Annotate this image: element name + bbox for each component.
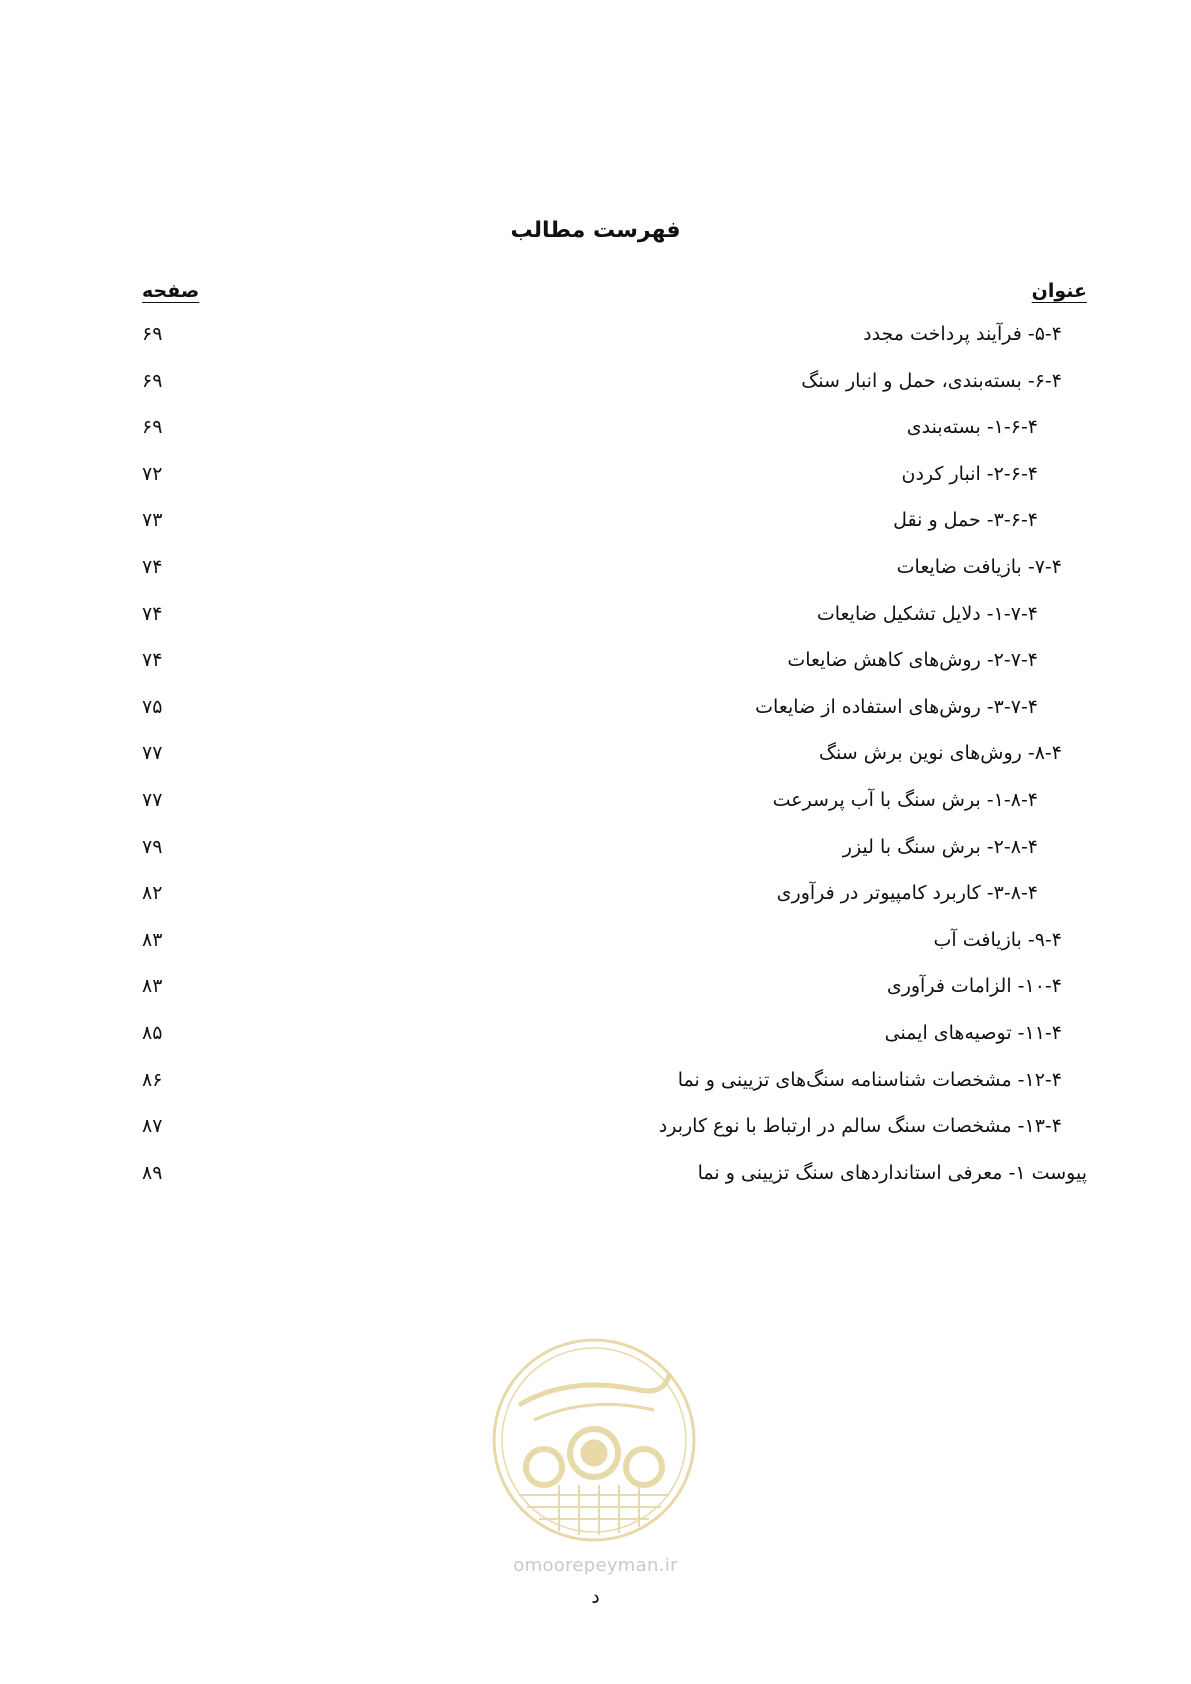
toc-entry-page: ۶۹: [142, 369, 163, 392]
toc-entry-page: ۸۵: [142, 1021, 163, 1044]
toc-entry-page: ۷۲: [142, 462, 163, 485]
toc-entry-title: ۱-۷-۴- دلایل تشکیل ضایعات: [816, 602, 1038, 625]
toc-title: فهرست مطالب: [510, 218, 681, 243]
toc-entry-page: ۷۳: [142, 509, 163, 532]
toc-entry-page: ۷۴: [142, 649, 163, 672]
toc-entry-title: ۳-۸-۴- کاربرد کامپیوتر در فرآوری: [776, 882, 1038, 905]
toc-entry-page: ۸۷: [142, 1115, 163, 1138]
toc-entry: [0, 315, 1191, 362]
toc-entry-title: پیوست ۱- معرفی استانداردهای سنگ تزیینی و نما: [697, 1161, 1087, 1184]
toc-entry-page: ۷۷: [142, 788, 163, 811]
toc-entry-title: ۳-۶-۴- حمل و نقل: [893, 509, 1038, 532]
toc-entry-title: ۱۳-۴- مشخصات سنگ سالم در ارتباط با نوع کاربرد: [658, 1115, 1062, 1138]
watermark-site: omoorepeyman.ir: [513, 1555, 678, 1576]
toc-entry-page: ۶۹: [142, 323, 163, 345]
toc-entry: [0, 408, 1191, 455]
watermark-seal-icon: [489, 1335, 699, 1545]
toc-entry: [0, 501, 1191, 548]
toc-entry-title: ۱۱-۴- توصیه‌های ایمنی: [884, 1021, 1062, 1044]
toc-entry: [0, 781, 1191, 828]
toc-entry: [0, 1061, 1191, 1108]
toc-entry: [0, 921, 1191, 968]
toc-entry-page: ۸۲: [142, 882, 163, 905]
toc-entry-title: ۲-۶-۴- انبار کردن: [901, 462, 1038, 485]
toc-entry-title: ۳-۷-۴- روش‌های استفاده از ضایعات: [755, 695, 1038, 718]
toc-entry: [0, 1107, 1191, 1154]
toc-entry-page: ۷۵: [142, 695, 163, 718]
toc-entry: [0, 641, 1191, 688]
toc-entry-page: ۸۳: [142, 975, 163, 998]
toc-entry: [0, 734, 1191, 781]
toc-entry-page: ۷۷: [142, 742, 163, 765]
toc-entry: [0, 688, 1191, 735]
toc-entry: [0, 455, 1191, 502]
toc-entry-page: ۷۴: [142, 555, 163, 578]
toc-entry-title: ۶-۴- بسته‌بندی، حمل و انبار سنگ: [801, 369, 1062, 392]
toc-entry-page: ۸۳: [142, 928, 163, 951]
toc-entry: [0, 967, 1191, 1014]
toc-entry-title: ۱۲-۴- مشخصات شناسنامه سنگ‌های تزیینی و نما: [677, 1068, 1062, 1091]
toc-entry-title: ۱-۸-۴- برش سنگ با آب پرسرعت: [772, 788, 1038, 811]
toc-list: [0, 315, 1191, 1200]
toc-entry-page: ۷۹: [142, 835, 163, 858]
toc-entry: [0, 828, 1191, 875]
toc-entry: [0, 874, 1191, 921]
toc-entry-title: ۸-۴- روش‌های نوین برش سنگ: [819, 742, 1062, 765]
toc-entry-title: ۲-۸-۴- برش سنگ با لیزر: [842, 835, 1038, 858]
toc-entry-title: ۲-۷-۴- روش‌های کاهش ضایعات: [787, 649, 1038, 672]
toc-entry: [0, 1014, 1191, 1061]
toc-entry-title: ۵-۴- فرآیند پرداخت مجدد: [863, 323, 1062, 345]
title-column-header: عنوان: [1031, 280, 1087, 302]
page-column-header: صفحه: [142, 280, 200, 302]
toc-entry: [0, 595, 1191, 642]
toc-entry-title: ۱۰-۴- الزامات فرآوری: [886, 975, 1062, 998]
toc-entry: [0, 362, 1191, 409]
toc-entry-page: ۸۹: [142, 1161, 163, 1184]
page-number: د: [591, 1586, 600, 1608]
toc-entry-page: ۷۴: [142, 602, 163, 625]
toc-entry-page: ۶۹: [142, 416, 163, 439]
toc-entry: [0, 1154, 1191, 1201]
toc-entry-title: ۷-۴- بازیافت ضایعات: [896, 555, 1062, 578]
toc-entry-title: ۹-۴- بازیافت آب: [933, 928, 1062, 951]
toc-entry-title: ۱-۶-۴- بسته‌بندی: [906, 416, 1038, 439]
toc-entry-page: ۸۶: [142, 1068, 163, 1091]
toc-entry: [0, 548, 1191, 595]
